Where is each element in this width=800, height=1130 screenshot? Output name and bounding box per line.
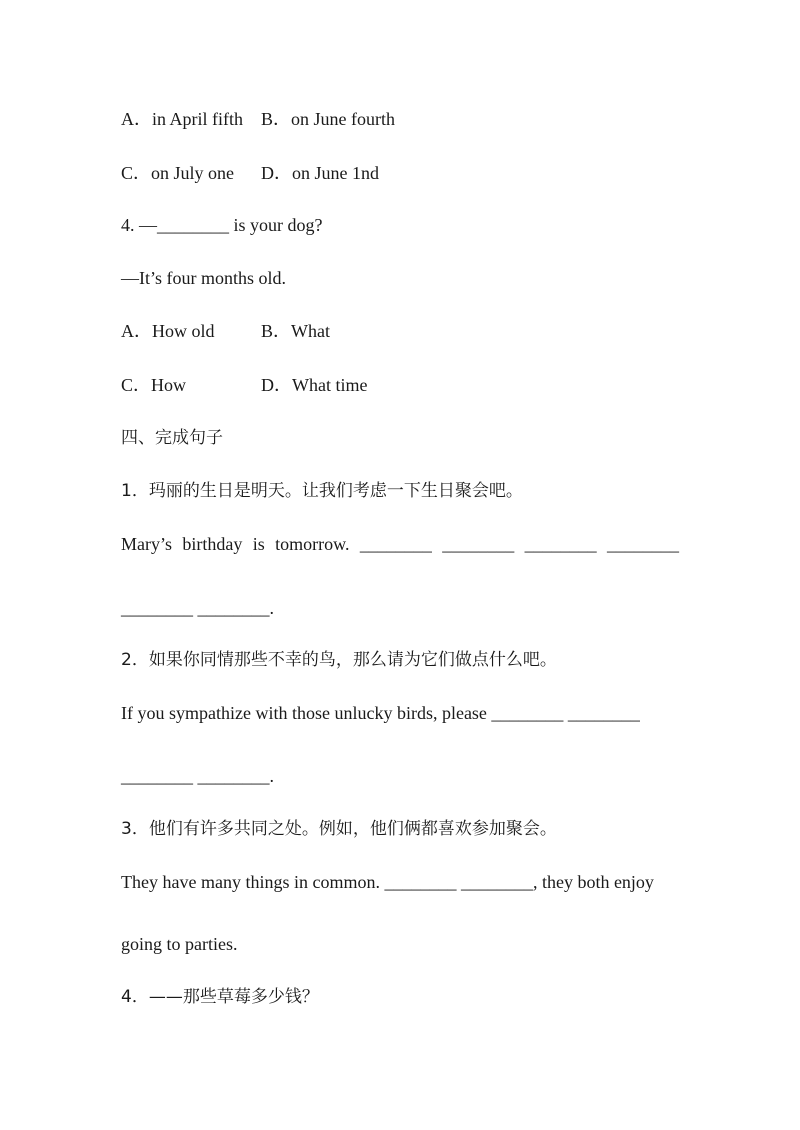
sentence-4-chinese: 4．——那些草莓多少钱？ — [121, 987, 319, 1007]
q4-answer: —It’s four months old. — [121, 268, 286, 288]
q4-option-d: D．What time — [261, 375, 368, 395]
word: Mary’s — [121, 534, 172, 554]
sentence-3-english: They have many things in common. ________ ________, they both enjoy — [121, 872, 654, 892]
sentence-2-chinese: 2．如果你同情那些不幸的鸟，那么请为它们做点什么吧。 — [121, 650, 557, 670]
sentence-2-english-continued: ________ ________. — [121, 766, 274, 786]
q4-option-a: A．How old — [121, 321, 215, 341]
section-heading: 四、完成句子 — [121, 428, 223, 448]
answer-blank: ________ — [442, 534, 515, 554]
q3-option-c: C．on July one — [121, 163, 235, 183]
sentence-1-chinese: 1．玛丽的生日是明天。让我们考虑一下生日聚会吧。 — [121, 481, 523, 501]
word: birthday — [182, 534, 243, 554]
word: is — [252, 534, 265, 554]
sentence-3-chinese: 3．他们有许多共同之处。例如，他们俩都喜欢参加聚会。 — [121, 819, 557, 839]
q3-option-b: B．on June fourth — [261, 109, 395, 129]
q3-option-a: A．in April fifth — [121, 109, 243, 129]
word: tomorrow. — [275, 534, 350, 554]
answer-blank: ________ — [606, 534, 679, 554]
answer-blank: ________ — [359, 534, 432, 554]
q4-option-b: B．What — [261, 321, 330, 341]
sentence-3-english-continued: going to parties. — [121, 934, 238, 954]
sentence-2-english: If you sympathize with those unlucky birds, please ________ ________ — [121, 703, 640, 723]
q4-option-c: C．How — [121, 375, 187, 395]
q4-question: 4. —________ is your dog? — [121, 215, 323, 235]
sentence-1-english-continued: ________ ________. — [121, 598, 274, 618]
answer-blank: ________ — [524, 534, 597, 554]
q3-option-d: D．on June 1nd — [261, 163, 379, 183]
sentence-1-english — [121, 533, 679, 555]
